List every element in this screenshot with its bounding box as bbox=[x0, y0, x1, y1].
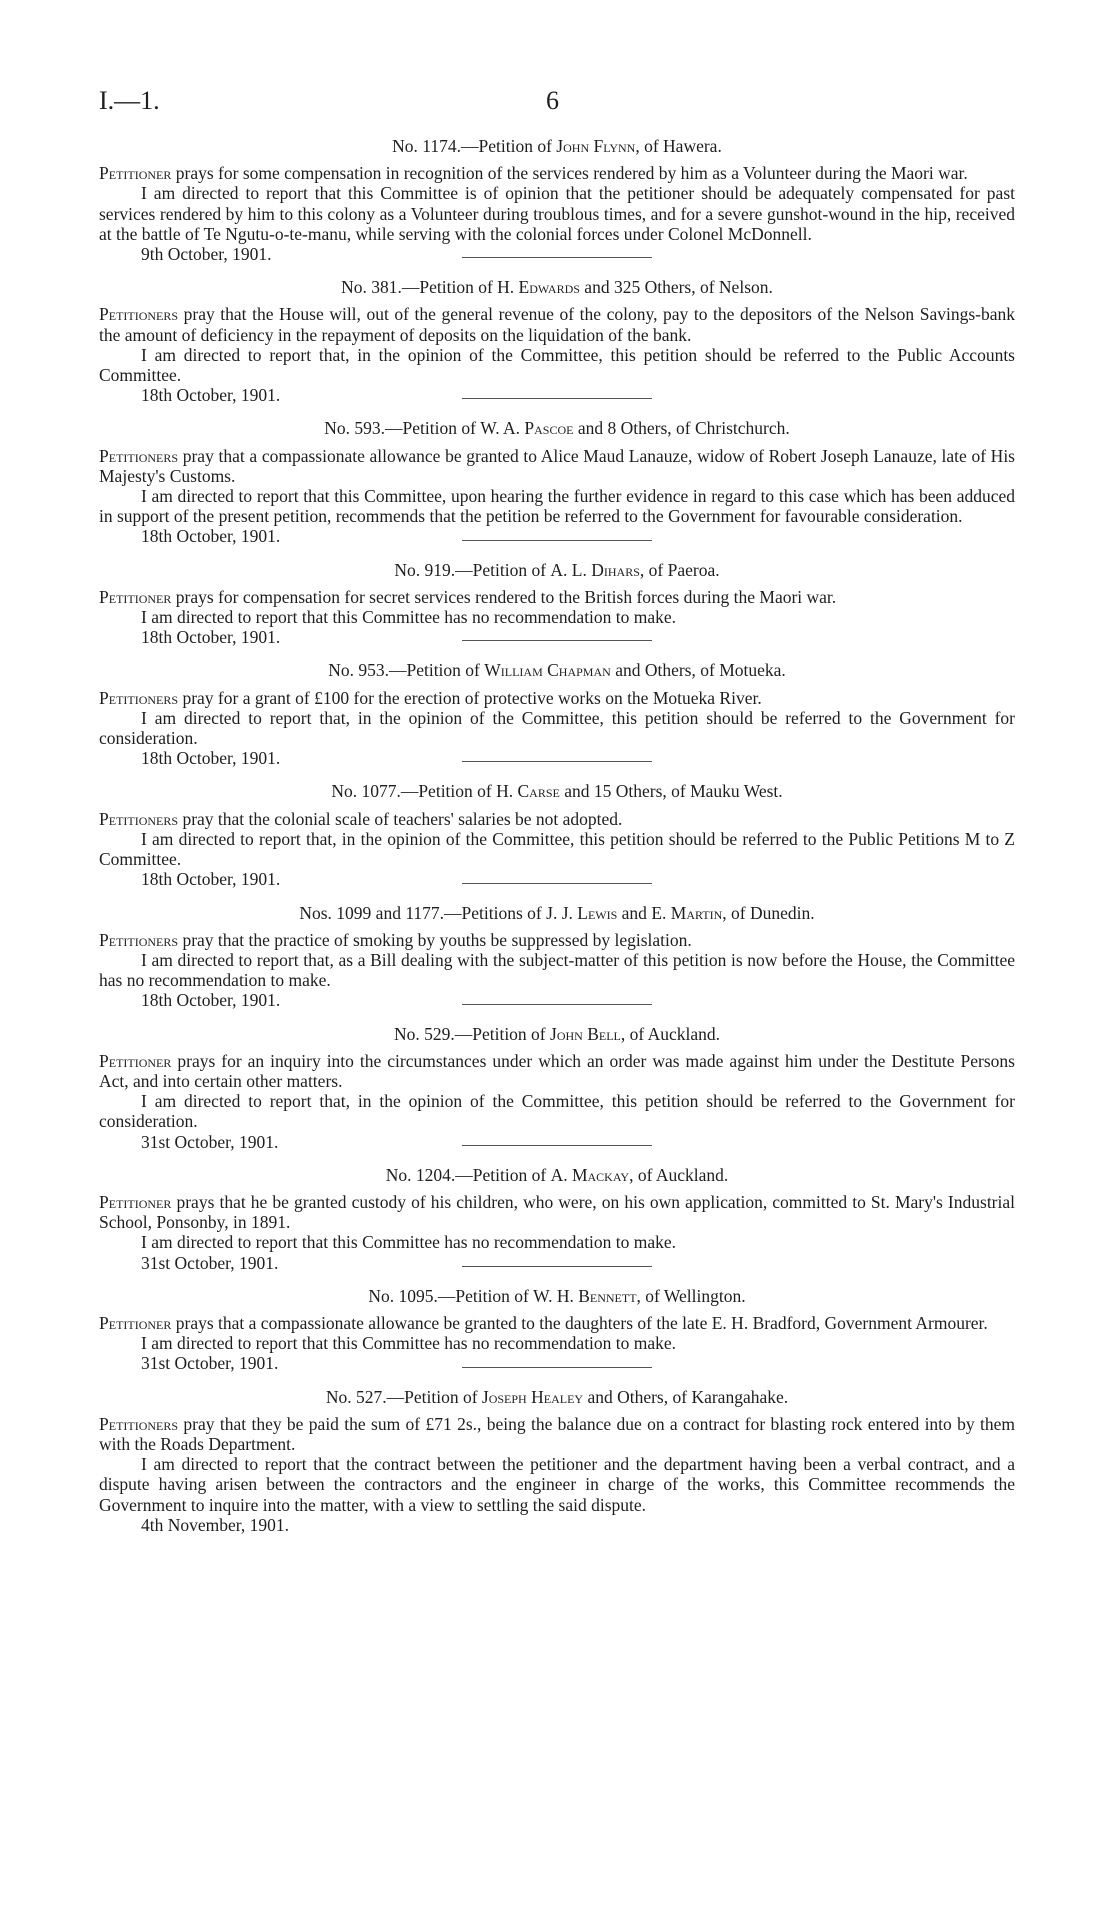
report-date: 18th October, 1901. bbox=[141, 627, 281, 648]
section-divider bbox=[462, 1004, 652, 1005]
section-divider bbox=[462, 640, 652, 641]
petition-title: No. 527.—Petition of Joseph Healey and Others, of Karangahake. bbox=[325, 1386, 789, 1407]
petitioner-name: W. A. Pascoe bbox=[480, 418, 574, 439]
petition bbox=[99, 277, 1015, 405]
petition bbox=[99, 660, 1015, 768]
petition bbox=[99, 418, 1015, 546]
petitions-list bbox=[99, 136, 1015, 1535]
petitioner-name: William Chapman bbox=[484, 660, 611, 681]
section-divider bbox=[462, 1266, 652, 1267]
section-divider bbox=[462, 883, 652, 884]
committee-report: I am directed to report that this Committee, upon hearing the further evidence in regard to this case which has been adduced in support of the present petition, recommends that the petition be referred to the Government for favourable consideration. bbox=[99, 486, 1015, 527]
petition-title: No. 919.—Petition of A. L. Dihars, of Paeroa. bbox=[394, 559, 720, 580]
petitioner-name: Joseph Healey bbox=[481, 1386, 584, 1407]
petition-title: No. 529.—Petition of John Bell, of Auckland. bbox=[393, 1023, 721, 1044]
petition-prayer: Petitioners pray that they be paid the sum of £71 2s., being the balance due on a contract for blasting rock entered into by them with the Roads Department. bbox=[99, 1413, 1015, 1454]
petition bbox=[99, 1286, 1015, 1374]
committee-report: I am directed to report that, in the opinion of the Committee, this petition should be referred to the Government for consideration. bbox=[99, 1091, 1015, 1132]
committee-report: I am directed to report that the contract between the petitioner and the department having been a verbal contract, and a dispute having arisen between the contractors and the engineer in charge of the works, this Committee recommends the Government to inquire into the matter, with a view to settling the said dispute. bbox=[99, 1454, 1015, 1515]
petitioner-name: H. Carse bbox=[496, 781, 560, 802]
report-date: 9th October, 1901. bbox=[141, 244, 272, 265]
section-divider bbox=[462, 398, 652, 399]
petition bbox=[99, 781, 1015, 889]
report-date: 18th October, 1901. bbox=[141, 748, 281, 769]
committee-report: I am directed to report that, in the opinion of the Committee, this petition should be referred to the Public Accounts Committee. bbox=[99, 344, 1015, 386]
petition bbox=[99, 1387, 1015, 1535]
petition-prayer: Petitioners pray that the House will, out of the general revenue of the colony, pay to the depositors of the Nelson Savings-bank the amount of deficiency in the repayment of deposits on the liquidation of the bank. bbox=[99, 304, 1015, 345]
petitioner-name: E. Martin bbox=[651, 902, 723, 923]
petition bbox=[99, 1165, 1015, 1273]
petition-prayer: Petitioners pray for a grant of £100 for the erection of protective works on the Motueka River. bbox=[99, 687, 762, 708]
report-date: 18th October, 1901. bbox=[141, 526, 281, 547]
petition-prayer: Petitioners pray that the practice of smoking by youths be suppressed by legislation. bbox=[99, 929, 692, 950]
petition-prayer: Petitioner prays that a compassionate allowance be granted to the daughters of the late E. H. Bradford, Government Armourer. bbox=[99, 1312, 988, 1333]
petition-prayer: Petitioners pray that the colonial scale of teachers' salaries be not adopted. bbox=[99, 808, 623, 829]
petition-prayer: Petitioner prays for compensation for secret services rendered to the British forces during the Maori war. bbox=[99, 586, 837, 607]
petitioner-name: J. J. Lewis bbox=[546, 902, 618, 923]
petition-title: No. 1204.—Petition of A. Mackay, of Auckland. bbox=[385, 1164, 729, 1185]
petition-title: No. 381.—Petition of H. Edwards and 325 Others, of Nelson. bbox=[341, 277, 773, 298]
section-divider bbox=[462, 540, 652, 541]
petitioner-name: W. H. Bennett bbox=[533, 1285, 637, 1306]
report-date: 18th October, 1901. bbox=[141, 385, 281, 406]
page-number: 6 bbox=[546, 86, 559, 115]
report-date: 4th November, 1901. bbox=[141, 1514, 290, 1535]
section-divider bbox=[462, 1145, 652, 1146]
petition-prayer: Petitioner prays for some compensation in recognition of the services rendered by him as a Volunteer during the Maori war. bbox=[99, 163, 968, 184]
report-date: 31st October, 1901. bbox=[141, 1131, 279, 1152]
section-divider bbox=[462, 1367, 652, 1368]
petitioner-name: John Flynn bbox=[556, 136, 636, 156]
petition-title: No. 1077.—Petition of H. Carse and 15 Others, of Mauku West. bbox=[331, 781, 783, 802]
section-divider bbox=[462, 761, 652, 762]
petition bbox=[99, 1024, 1015, 1152]
petition-prayer: Petitioner prays that he be granted custody of his children, who were, on his own application, committed to St. Mary's Industrial School, Ponsonby, in 1891. bbox=[99, 1191, 1015, 1233]
petitioner-name: A. Mackay bbox=[550, 1164, 630, 1185]
section-divider bbox=[462, 257, 652, 258]
paper-reference: I.—1. bbox=[99, 86, 160, 115]
report-date: 31st October, 1901. bbox=[141, 1252, 279, 1273]
petition-prayer: Petitioner prays for an inquiry into the circumstances under which an order was made against him under the Destitute Persons Act, and into certain other matters. bbox=[99, 1050, 1015, 1091]
petition bbox=[99, 136, 1015, 264]
report-date: 31st October, 1901. bbox=[141, 1353, 279, 1374]
petitioner-name: H. Edwards bbox=[497, 277, 580, 298]
committee-report: I am directed to report that, in the opinion of the Committee, this petition should be referred to the Government for consideration. bbox=[99, 707, 1015, 749]
committee-report: I am directed to report that this Committee has no recommendation to make. bbox=[141, 607, 677, 628]
report-date: 18th October, 1901. bbox=[141, 990, 281, 1011]
petition bbox=[99, 560, 1015, 648]
petition-title: No. 1095.—Petition of W. H. Bennett, of Wellington. bbox=[368, 1285, 746, 1306]
committee-report: I am directed to report that this Committee has no recommendation to make. bbox=[141, 1232, 677, 1253]
committee-report: I am directed to report that, as a Bill dealing with the subject-matter of this petition is now before the House, the Committee has no recommendation to make. bbox=[99, 949, 1015, 991]
petition bbox=[99, 903, 1015, 1011]
petition-title: No. 953.—Petition of William Chapman and Others, of Motueka. bbox=[328, 660, 786, 681]
petition-title: No. 1174.—Petition of John Flynn, of Hawera. bbox=[392, 136, 722, 156]
committee-report: I am directed to report that this Committee has no recommendation to make. bbox=[141, 1333, 677, 1354]
petitioner-name: John Bell bbox=[550, 1023, 621, 1044]
petition-title: No. 593.—Petition of W. A. Pascoe and 8 Others, of Christchurch. bbox=[324, 418, 790, 439]
petition-prayer: Petitioners pray that a compassionate allowance be granted to Alice Maud Lanauze, widow of Robert Joseph Lanauze, late of His Majesty's Customs. bbox=[99, 445, 1015, 486]
report-date: 18th October, 1901. bbox=[141, 869, 281, 890]
committee-report: I am directed to report that this Committee is of opinion that the petitioner should be adequately compensated for past services rendered by him to this colony as a Volunteer during troublous times, and for a severe gunshot-wound in the hip, received at the battle of Te Ngutu-o-te-manu, while serving with the colonial forces under Colonel McDonnell. bbox=[99, 183, 1015, 244]
petitioner-name: A. L. Dihars bbox=[550, 559, 640, 580]
committee-report: I am directed to report that, in the opinion of the Committee, this petition should be referred to the Public Petitions M to Z Committee. bbox=[99, 828, 1015, 870]
petition-title: Nos. 1099 and 1177.—Petitions of J. J. Lewis and E. Martin, of Dunedin. bbox=[299, 902, 815, 923]
